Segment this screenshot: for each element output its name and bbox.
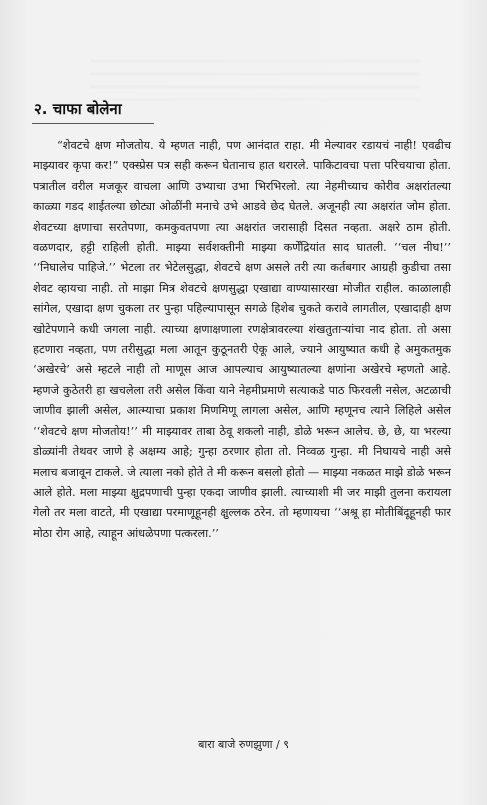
body-paragraph: “शेवटचे क्षण मोजतोय. ये म्हणत नाही, पण आनंदात राहा. मी मेल्यावर रडायचं नाही! एवढीच माझ्यावर कृपा कर!” एक्स्प्रेस पत्र सही करून घेतानाच हात थरारले. पाकिटावचा पत्ता परिचयाचा होता. पत्रातील वरील मजकूर वाचला आणि उभ्याचा उभा भिरभिरलो. त्या नेहमीच्याच कोरीव अक्षरांतल्या काळ्या गडद शाईतल्या छोट्या ओळींनी मनाचे उभे आडवे छेद घेतले. अजूनही त्या अक्षरांत जोम होता. शेवटच्या क्षणाचा सरतेपणा, कमकुवतपणा त्या अक्षरांत जरासाही दिसत नव्हता. अक्षरे ठाम होती. वळणदार, हट्टी राहिली होती. माझ्या सर्वशक्तीनी माझ्या कर्णेंद्रियांत साद घातली. ‘‘चल नीघ!’’ ‘‘निघालेच पाहिजे.’’ भेटला तर भेटेलसुद्धा, शेवटचे क्षण असले तरी त्या कर्तबगार आग्रही कुडीचा तसा शेवट व्हायचा नाही. तो माझा मित्र शेवटचे क्षणसुद्धा एखाद्या वाण्यासारखा मोजीत राहील. काळालाही सांगेल, एखादा क्षण चुकला तर पुन्हा पहिल्यापासून सगळे हिशेब चुकते करावे लागतील, एखादाही क्षण खोटेपणाने कधी जगला नाही. त्याच्या क्षणाक्षणाला रणक्षेत्रावरल्या शंखतुताऱ्यांचा नाद होता. तो असा हटणारा नव्हता, पण तरीसुद्धा मला आतून कुठूनतरी ऐकू आले, ज्याने आयुष्यात कधी हे अमुकतमुक ‘अखेरचे’ असे म्हटले नाही तो माणूस आज आपल्याच आयुष्यातल्या क्षणांना अखेरचे म्हणतो आहे. म्हणजे कुठेतरी हा खचलेला तरी असेल किंवा याने नेहमीप्रमाणे सत्याकडे पाठ फिरवली नसेल, अटळाची जाणीव झाली असेल, आत्म्याचा प्रकाश मिणमिणू लागला असेल, आणि म्हणूनच त्याने लिहिले असेल ‘‘शेवटचे क्षण मोजतोय!’’ मी माझ्यावर ताबा ठेवू शकलो नाही, डोळे भरून आलेच. छे, छे, या भरल्या डोळ्यांनी तेथवर जाणे हे अक्षम्य आहे; गुन्हा ठरणार होता तो. निव्वळ गुन्हा. मी निघायचे नाही असे मलाच बजावून टाकले. जे त्याला नको होते ते मी करून बसलो होतो — माझ्या नकळत माझे डोळे भरून आले होते. मला माझ्या क्षुद्रपणाची पुन्हा एकदा जाणीव झाली. त्याच्याशी मी जर माझी तुलना करायला गेलो तर मला वाटते, मी एखाद्या परमाणूहूनही क्षुल्लक ठरेन. तो म्हणायचा ‘‘अश्रू हा मोतीबिंदूहूनही फार मोठा रोग आहे, त्याहून आंधळेपणा पत्करला.’’ xyxy=(33,139,451,540)
show-through-text xyxy=(90,60,420,100)
page-footer: बारा बाजे रुणझुणा / ९ xyxy=(198,738,289,751)
title-underline xyxy=(32,123,154,124)
chapter-title: २. चाफा बोलेना xyxy=(34,100,122,118)
chapter-body xyxy=(33,136,451,544)
